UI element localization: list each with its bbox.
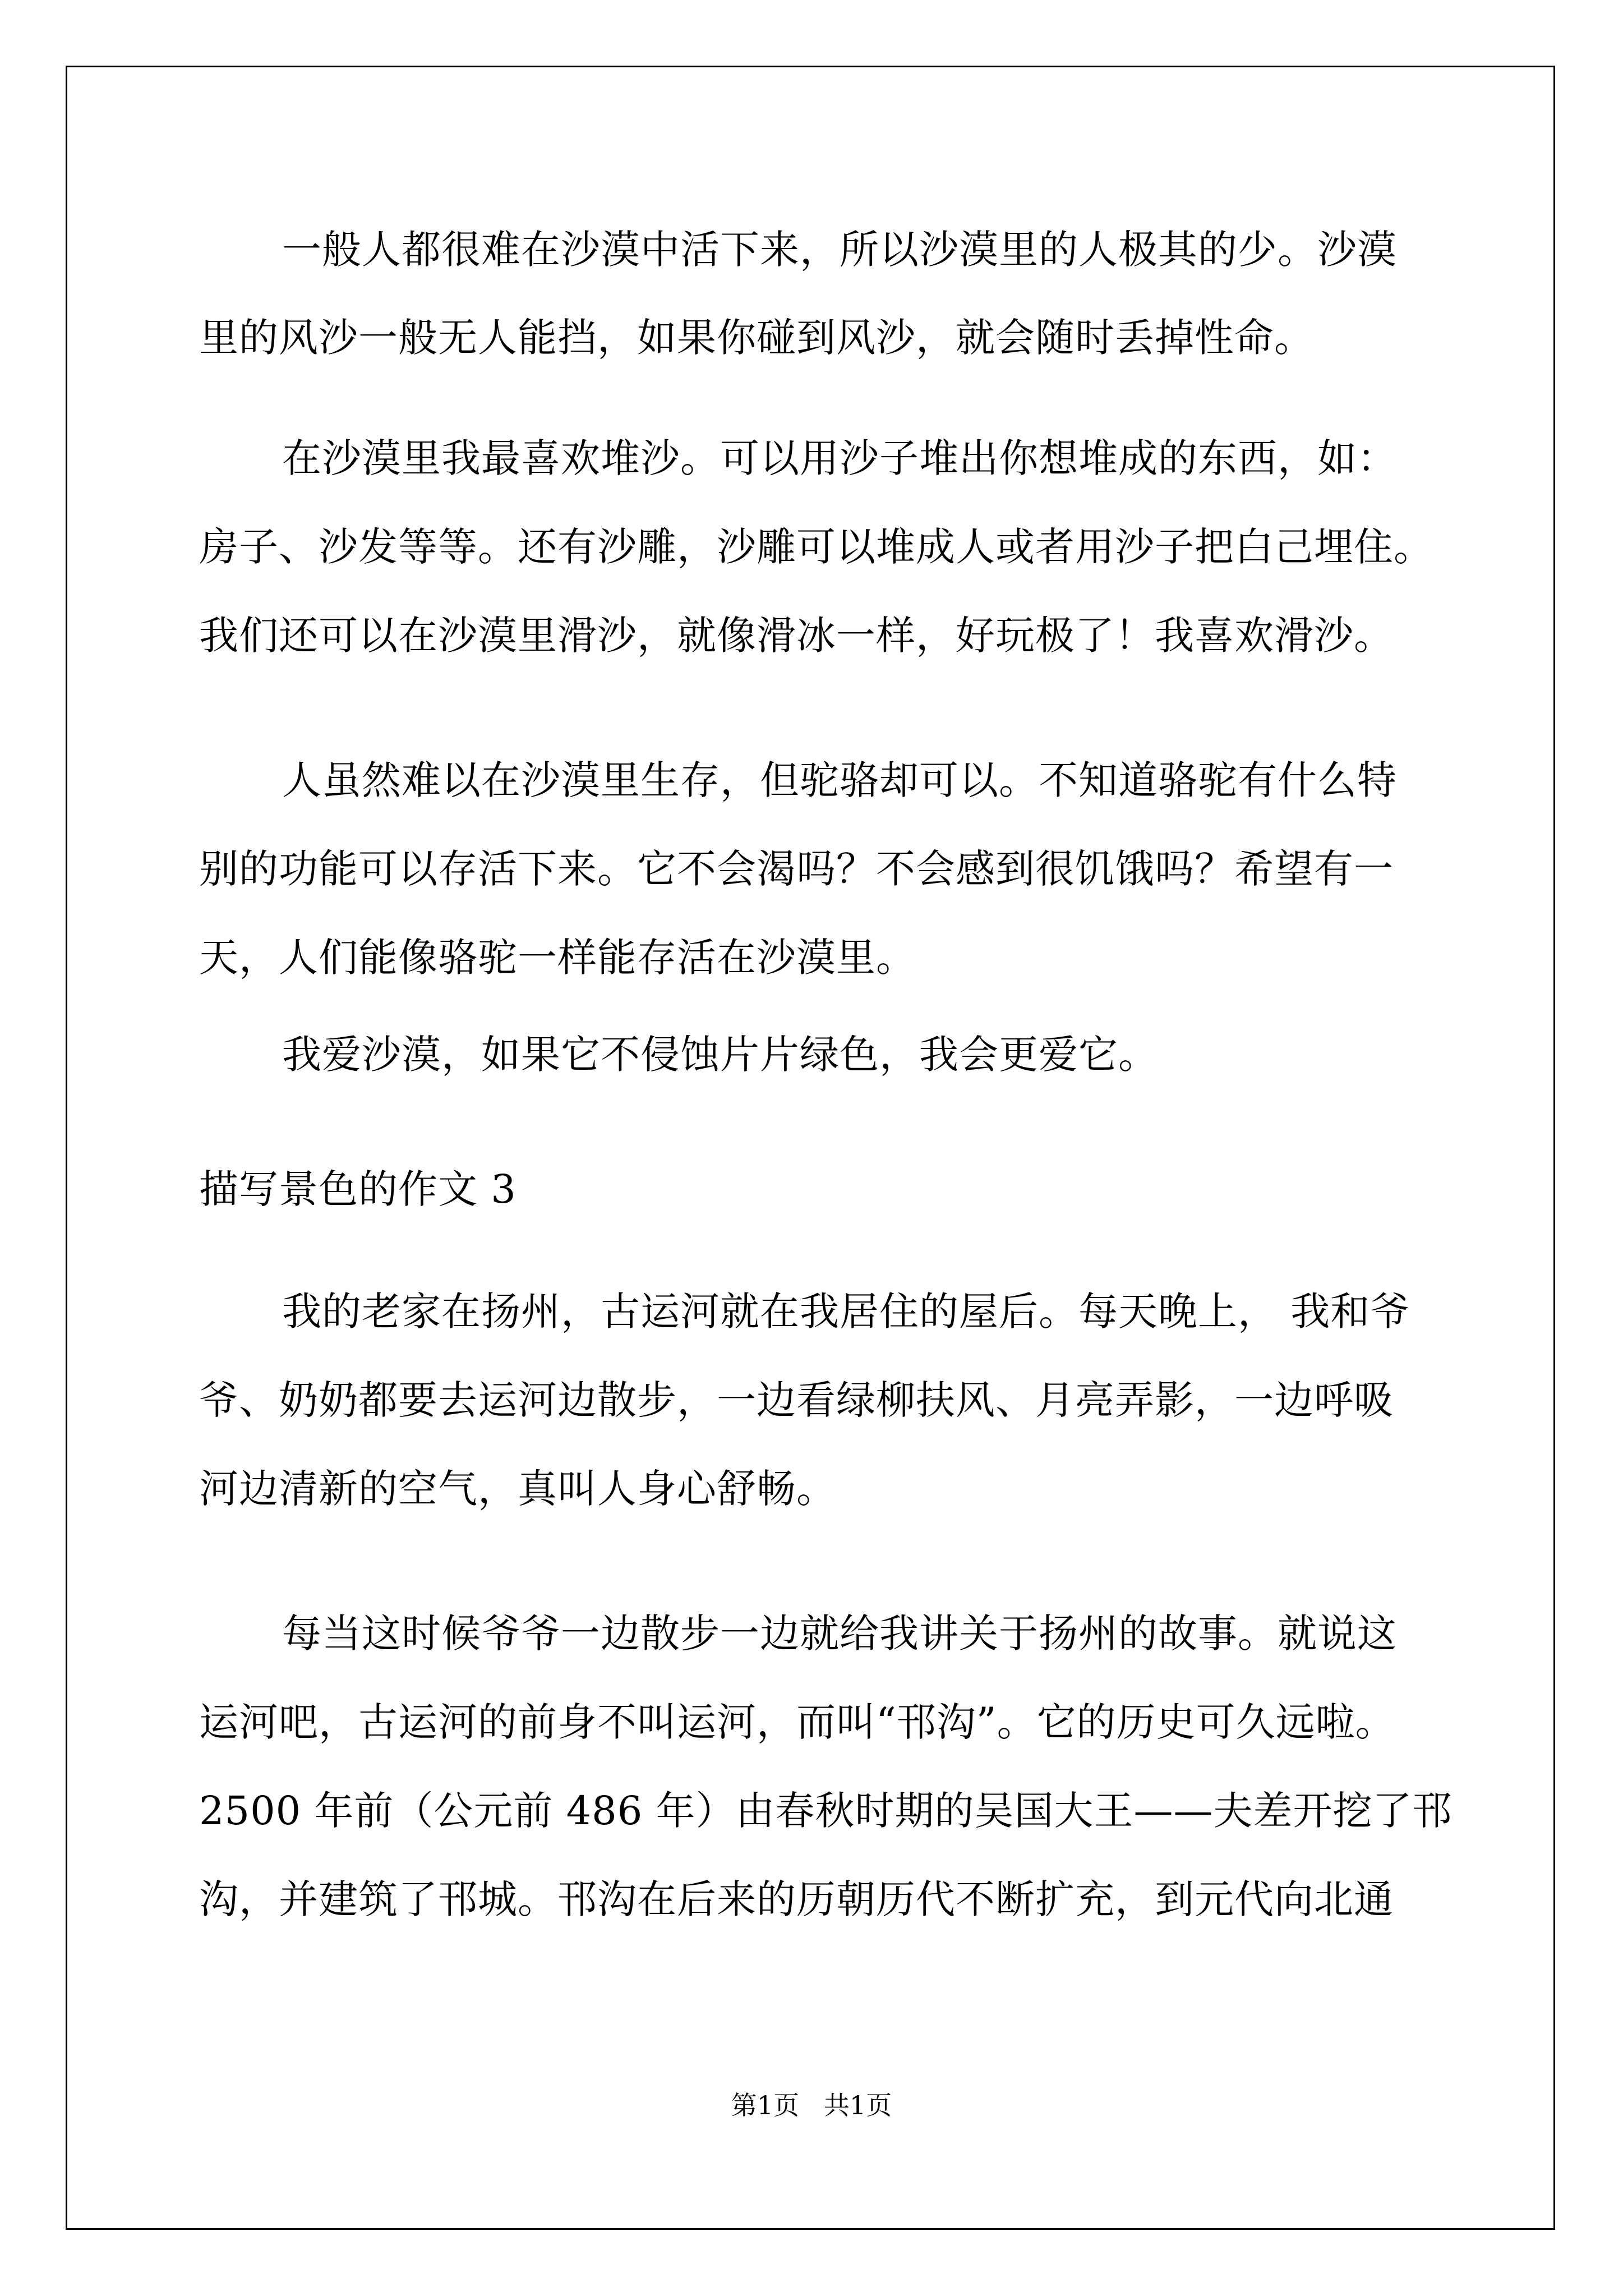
text-line-1: 一般人都很难在沙漠中活下来，所以沙漠里的人极其的少。沙漠 <box>282 227 1397 273</box>
text-line-3: 在沙漠里我最喜欢堆沙。可以用沙子堆出你想堆成的东西，如： <box>282 435 1397 481</box>
text-line-13: 每当这时候爷爷一边散步一边就给我讲关于扬州的故事。就说这 <box>282 1611 1397 1657</box>
text-line-14: 运河吧，古运河的前身不叫运河，而叫“邗沟”。它的历史可久远啦。 <box>199 1699 1395 1745</box>
text-line-11: 爷、奶奶都要去运河边散步，一边看绿柳扶风、月亮弄影，一边呼吸 <box>199 1377 1394 1423</box>
text-line-16: 沟，并建筑了邗城。邗沟在后来的历朝历代不断扩充，到元代向北通 <box>199 1876 1394 1922</box>
page-footer: 第1页 共1页 <box>731 2090 892 2120</box>
text-line-5: 我们还可以在沙漠里滑沙，就像滑冰一样，好玩极了！我喜欢滑沙。 <box>199 613 1394 659</box>
text-line-9: 我爱沙漠，如果它不侵蚀片片绿色，我会更爱它。 <box>282 1032 1158 1078</box>
text-line-2: 里的风沙一般无人能挡，如果你碰到风沙，就会随时丢掉性命。 <box>199 315 1314 361</box>
text-line-10: 我的老家在扬州，古运河就在我居住的屋后。每天晚上， 我和爷 <box>282 1289 1410 1335</box>
section-heading: 描写景色的作文 3 <box>199 1166 517 1212</box>
text-line-7: 别的功能可以存活下来。它不会渴吗？不会感到很饥饿吗？希望有一 <box>199 846 1394 892</box>
text-line-4: 房子、沙发等等。还有沙雕，沙雕可以堆成人或者用沙子把白己埋住。 <box>199 524 1433 570</box>
text-line-6: 人虽然难以在沙漠里生存，但驼骆却可以。不知道骆驼有什么特 <box>282 757 1397 803</box>
text-line-12: 河边清新的空气，真叫人身心舒畅。 <box>199 1466 836 1512</box>
text-line-15: 2500 年前（公元前 486 年）由春秋时期的吴国大王——夫差开挖了邗 <box>199 1788 1453 1834</box>
text-line-8: 天，人们能像骆驼一样能存活在沙漠里。 <box>199 935 916 981</box>
